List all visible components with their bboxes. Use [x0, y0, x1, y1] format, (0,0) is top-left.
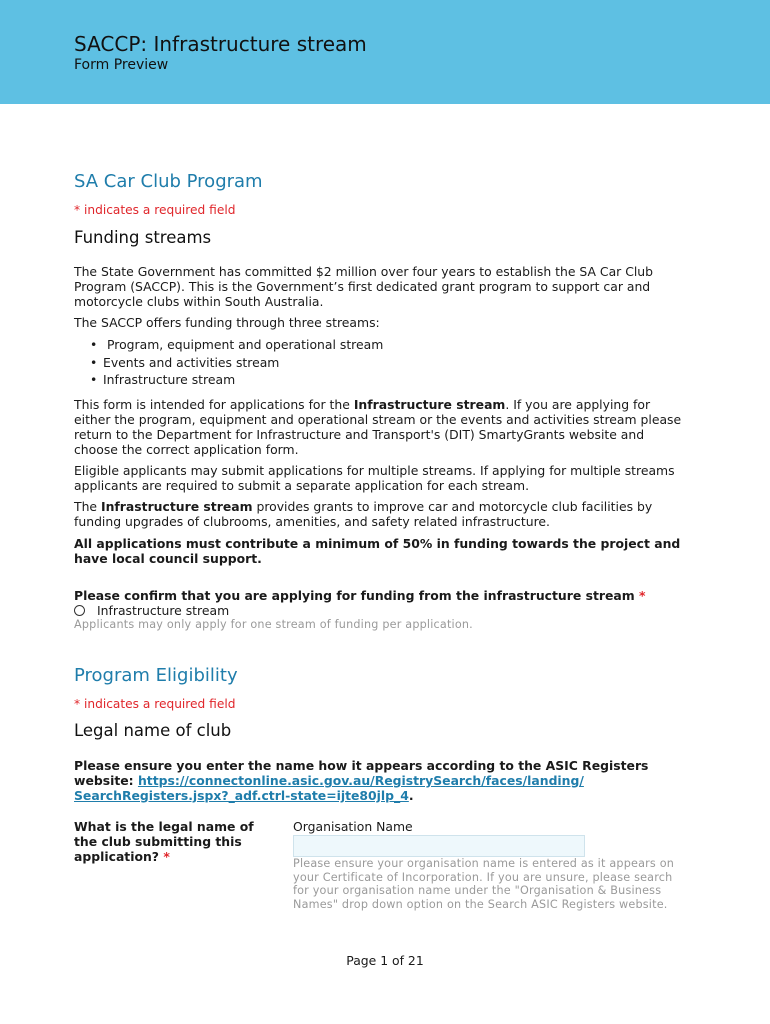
required-star: * [163, 849, 170, 864]
list-item: • Infrastructure stream [90, 372, 236, 387]
list-item: • Events and activities stream [90, 354, 280, 370]
organisation-name-hint: Please ensure your organisation name is entered as it appears on your Certificate of Incorporation. If you are unsure, please search for your organisation name under the "Organisation & Business Names" drop down option on the Search ASIC Registers website. [293, 857, 675, 911]
required-field-note: * indicates a required field [74, 203, 236, 217]
section-title-sa-car-club: SA Car Club Program [74, 171, 263, 192]
confirm-stream-question: Please confirm that you are applying for funding from the infrastructure stream * [74, 588, 646, 603]
radio-button[interactable] [74, 605, 85, 616]
section-title-program-eligibility: Program Eligibility [74, 665, 238, 686]
radio-label: Infrastructure stream [97, 603, 230, 618]
eligible-paragraph: Eligible applicants may submit applications for multiple streams. If applying for multiple streams applicants are required to submit a separate application for each stream. [74, 463, 675, 493]
header-banner [0, 0, 770, 104]
streams-list [74, 336, 383, 389]
contribution-notice: All applications must contribute a minimum of 50% in funding towards the project and have local council support. [74, 536, 681, 566]
bullet-icon: • [90, 372, 98, 387]
asic-registers-link[interactable]: https://connectonline.asic.gov.au/RegistrySearch/faces/landing/ SearchRegisters.jspx?_adf.ctrl-state=ijte80jlp_4 [74, 773, 584, 803]
provides-paragraph: The Infrastructure stream provides grants to improve car and motorcycle club facilities by funding upgrades of clubrooms, amenities, and safety related infrastructure. [74, 499, 653, 529]
intended-paragraph: This form is intended for applications for the Infrastructure stream. If you are applying for either the program, equipment and operational stream or the events and activities stream please return to the Department for Infrastructure and Transport's (DIT) SmartyGrants website and choose the correct application form. [74, 397, 682, 457]
asic-instruction: Please ensure you enter the name how it appears according to the ASIC Registers website: https://connectonline.asic.gov.au/RegistrySearch/faces/landing/ SearchRegisters.jspx?_adf.ctrl-state=ijte80jlp_4. [74, 758, 649, 803]
page-number: Page 1 of 21 [346, 953, 424, 968]
funding-streams-heading: Funding streams [74, 228, 212, 247]
organisation-name-input[interactable] [293, 835, 585, 857]
required-star: * [639, 588, 646, 603]
infrastructure-stream-option[interactable] [74, 603, 229, 618]
intro-paragraph: The State Government has committed $2 million over four years to establish the SA Car Club Program (SACCP). This is the Government’s first dedicated grant program to support car and motorcycle clubs within South Australia. [74, 264, 654, 309]
legal-name-question: What is the legal name of the club submitting this application? * [74, 819, 254, 864]
legal-name-heading: Legal name of club [74, 721, 232, 740]
required-field-note: * indicates a required field [74, 697, 236, 711]
bullet-icon: • [90, 337, 98, 352]
list-item: • Program, equipment and operational stream [90, 337, 384, 352]
radio-hint: Applicants may only apply for one stream of funding per application. [74, 618, 473, 631]
form-subtitle: Form Preview [74, 57, 169, 73]
bullet-icon: • [90, 354, 98, 370]
streams-intro: The SACCP offers funding through three streams: [74, 315, 380, 330]
form-title: SACCP: Infrastructure stream [74, 32, 367, 56]
organisation-name-label: Organisation Name [293, 819, 413, 834]
